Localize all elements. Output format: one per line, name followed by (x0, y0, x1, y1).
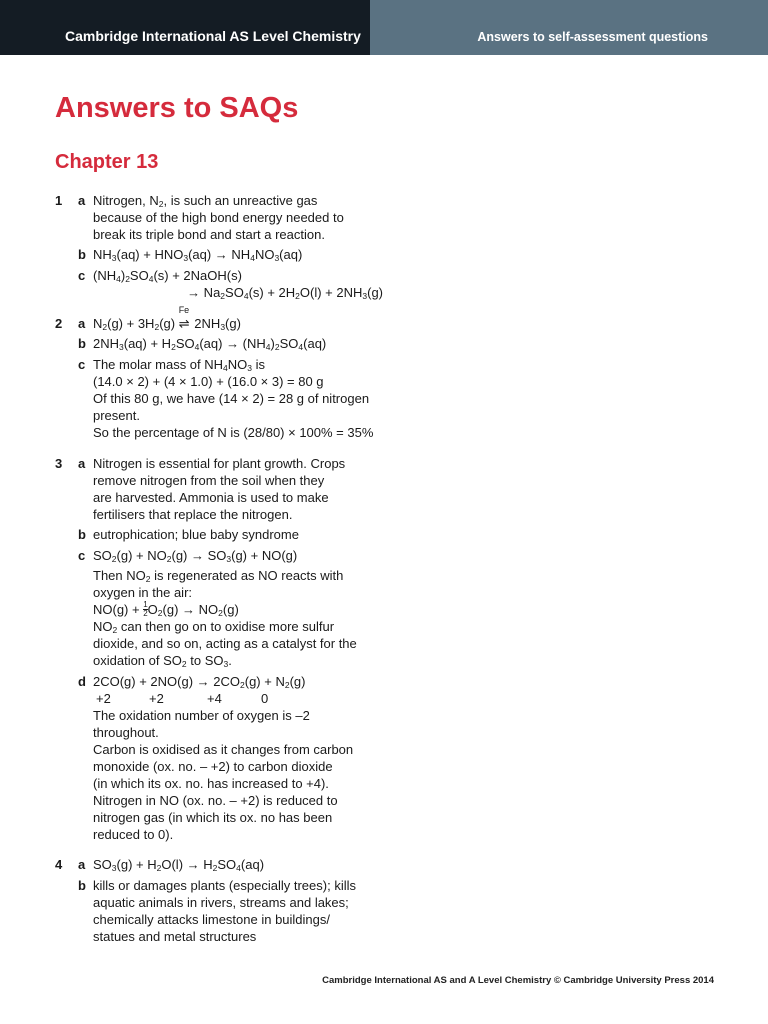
equation-line: → $Na_2SO_4(s) + 2H_2O(l) + 2NH_3(g)$ (187, 285, 383, 301)
text-line: The oxidation number of oxygen is –2 (93, 708, 310, 723)
subpart-label: b (78, 247, 86, 262)
header-book-title: Cambridge International AS Level Chemistry (0, 0, 370, 55)
text-line: Then $NO_2$ is regenerated as NO reacts with (93, 568, 344, 584)
equation: $2NH_3(aq) + H_2SO_4(aq) \to (NH_4)_2SO_4(aq)$ (93, 336, 327, 352)
text-line: $NO_2$ can then go on to oxidise more sulfur (93, 619, 335, 635)
equation: $SO_2(g) + NO_2(g) \to SO_3(g) + NO(g)$ (93, 548, 298, 564)
subpart-label: b (78, 336, 86, 351)
subpart-label: a (78, 316, 86, 331)
oxidation-numbers (93, 690, 383, 707)
subpart-label: a (78, 857, 86, 872)
answer-text (93, 192, 383, 243)
text-line: are harvested. Ammonia is used to make (93, 490, 329, 505)
equation-line: $(NH_4)_2SO_4(s)$ + 2NaOH(s) (93, 268, 242, 284)
text-line: statues and metal structures (93, 929, 257, 944)
text-line: aquatic animals in rivers, streams and lakes; (93, 895, 349, 910)
text-line: chemically attacks limestone in buildings/ (93, 912, 330, 927)
copyright-footer: Cambridge International AS and A Level Chemistry © Cambridge University Press 2014 (322, 975, 714, 986)
subpart-label: d (78, 674, 86, 689)
text-line: break its triple bond and start a reaction. (93, 227, 325, 242)
equation: NO(g) + $\frac{1}{2}$ $O_2(g) \to NO_2(g)$ (93, 600, 239, 618)
question-number: 2 (55, 316, 63, 331)
subpart-label: c (78, 548, 86, 563)
equation: $SO_3(g) + H_2O(l) \to H_2SO_4(aq)$ (93, 857, 265, 873)
equation: $2CO(g) + 2NO(g) \to 2CO_2(g) + N_2(g)$ (93, 674, 306, 690)
equation: $N_2(g) + 3H_2(g)$ ⇌ Fe $2NH_3(g)$ (93, 305, 241, 332)
text-line: nitrogen gas (in which its ox. no has been (93, 810, 333, 825)
subpart-label: c (78, 357, 86, 372)
subpart-label: b (78, 878, 86, 893)
question-number: 3 (55, 456, 63, 471)
text-line: Nitrogen, $N_2$, is such an unreactive gas (93, 193, 318, 209)
text-line: fertilisers that replace the nitrogen. (93, 507, 293, 522)
text-line: The molar mass of $NH_4NO_3$ is (93, 357, 266, 373)
subpart-label: b (78, 527, 86, 542)
text-line: Nitrogen in NO (ox. no. – +2) is reduced to (93, 793, 338, 808)
text-line: present. (93, 408, 140, 423)
text-line: remove nitrogen from the soil when they (93, 473, 325, 488)
question-number: 4 (55, 857, 63, 872)
text-line: monoxide (ox. no. – +2) to carbon dioxide (93, 759, 333, 774)
chapter-title: Chapter 13 (55, 151, 159, 173)
text-line: eutrophication; blue baby syndrome (93, 527, 299, 542)
text-line: kills or damages plants (especially trees); kills (93, 878, 356, 893)
ox-number: 0 (261, 691, 269, 706)
text-line: oxygen in the air: (93, 585, 193, 600)
ox-number: +2 (149, 691, 164, 706)
text-line: Nitrogen is essential for plant growth. Crops (93, 456, 346, 471)
text-line: oxidation of $SO_2$ to $SO_3$. (93, 653, 232, 669)
text-line: So the percentage of N is (28/80) × 100% = 35% (93, 425, 374, 440)
text-line: reduced to 0). (93, 827, 174, 842)
subpart-label: a (78, 193, 86, 208)
question-number: 1 (55, 193, 63, 208)
ox-number: +2 (96, 691, 111, 706)
subpart-label: a (78, 456, 86, 471)
header-section: Answers to self-assessment questions (370, 0, 768, 55)
subpart-label: c (78, 268, 86, 283)
equation: $NH_3(aq) + HNO_3(aq) \to NH_4NO_3(aq)$ (93, 247, 303, 263)
text-line: Carbon is oxidised as it changes from carbon (93, 742, 354, 757)
text-line: Of this 80 g, we have (14 × 2) = 28 g of nitrogen (93, 391, 370, 406)
text-line: (14.0 × 2) + (4 × 1.0) + (16.0 × 3) = 80 g (93, 374, 324, 389)
text-line: because of the high bond energy needed to (93, 210, 344, 225)
page-title: Answers to SAQs (55, 92, 299, 124)
text-line: dioxide, and so on, acting as a catalyst for the (93, 636, 357, 651)
text-line: (in which its ox. no. has increased to +4). (93, 776, 329, 791)
ox-number: +4 (207, 691, 222, 706)
text-line: throughout. (93, 725, 159, 740)
